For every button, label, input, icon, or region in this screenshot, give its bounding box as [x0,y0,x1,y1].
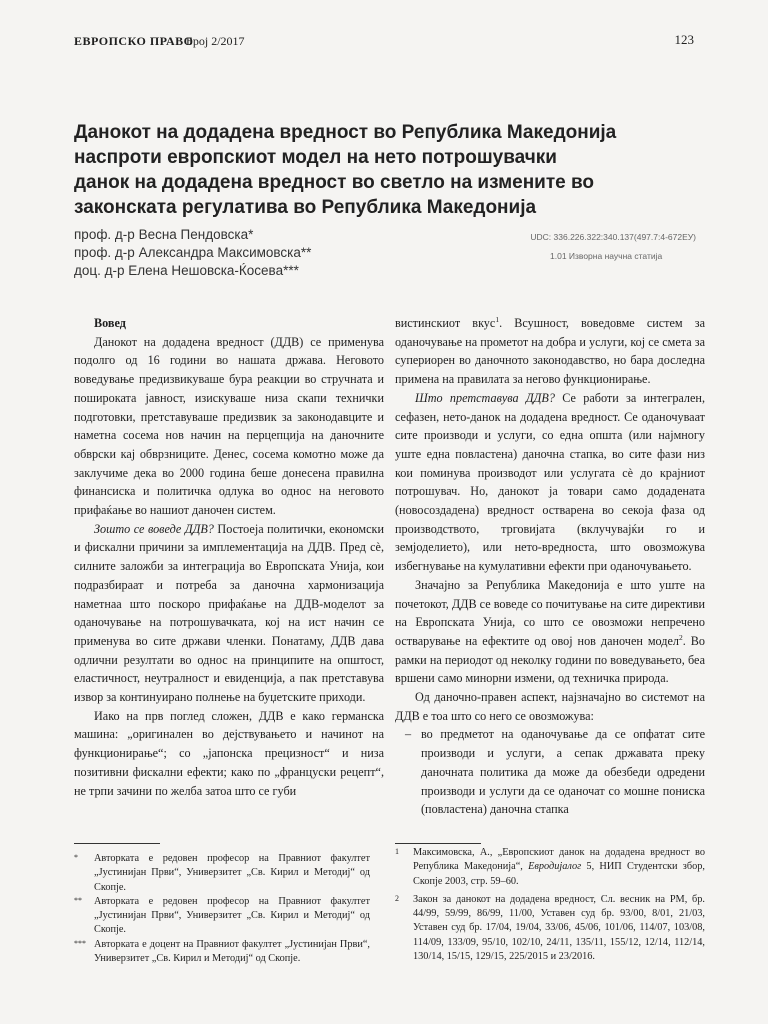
paragraph: Иако на прв поглед сложен, ДДВ е како германска машина: „оригинален во дејствувањето и начинот на функционирање“; со „јапонска прецизност“ и низа позитивни фискални ефекти; како по „француски рецепт“, не трпи зачини по желба затоа што се губи [74,708,384,798]
paragraph-lead: Зошто се воведе ДДВ? [94,521,214,536]
paragraph [395,314,705,389]
footnote [74,938,370,967]
paragraph: Од даночно-правен аспект, најзначајно во системот на ДДВ е тоа што со него се овозможува: [395,690,705,723]
paragraph: Данокот на додадена вредност (ДДВ) се применува подолго од 16 години во нашата држава. Неговото воведување предизвикуваше бура реакции во стручната и пошироката јавност, изискуваше низа скапи технички подготовки, претставуваше предизвик за законодавците и наметна сосема нов начин на перцепција на даночните обврски кај обврзниците. Денес, сосема комотно може да заклучиме дека во 2000 година беше донесена правилна финансиска и политичка одлука во однос на неговото прифаќање во нашиот даночен систем. [74,334,384,518]
page-number: 123 [674,32,694,47]
title-line: наспроти европскиот модел на нето потрошувачки [74,147,557,168]
footnote-divider [395,843,481,844]
footnote-text: Авторката е редовен професор на Правниот факултет „Јустинијан Први“, Универзитет „Св. Кирил и Методиј“ од Скопје. [94,853,370,893]
paragraph-text: . Всушност, воведовме систем за оданочување на прометот на добра и услуги, кој се смета за супериорен во даночното законодавство, но бара доследна примена на правилата за негово функционирање. [395,316,705,387]
paragraph [395,576,705,688]
footnote-mark: *** [74,938,86,948]
author-list [74,226,434,280]
author: проф. д-р Весна Пендовска* [74,227,254,242]
article-title [74,120,634,220]
footnote [395,846,705,889]
footnote-mark: ** [74,895,82,905]
footnote-divider [74,843,160,844]
footnotes-left [74,852,370,966]
paragraph-text: . Во рамки на периодот од неколку години по воведувањето, беа вршени само минорни измени, од техничка природа. [395,633,705,686]
footnote-ref: 2 [679,632,683,642]
list-item: – во предметот на оданочување да се опфатат сите производи и услуги, а сепак државата преку даночната политика да може да обезбеди одредени производи и услуги да се оданочат со мошне пониска (повластена) даночна стапка [395,725,705,819]
journal-italic: Евродијалог [528,861,582,873]
paragraph [395,389,705,576]
paragraph-text: Значајно за Република Македонија е што уште на почетокот, ДДВ се воведе со почитување на сите директиви на Европската Унија, со што се овозможи непречено остварување на ефектите од овој нов даночен модел [395,577,705,648]
footnote-mark: * [74,853,78,862]
footnote-text-part: 5, НИП Студентски збор, Скопје 2003, стр. 59–60. [413,861,705,887]
section-title: Вовед [94,316,126,330]
paragraph-text: вистинскиот вкус [395,316,496,330]
footnote-ref: 1 [495,314,500,324]
footnote-mark: 2 [395,893,399,903]
footnote-text: Закон за данокот на додадена вредност, Сл. весник на РМ, бр. 44/99, 59/99, 86/99, 11/00, Устaвен суд бр. 93/00, 8/01, 21/03, Устaвен суд бр. 17/04, 19/04, 33/06, 45/06, 101/06, 114/07, 103/08, 114/09, 133/09, 95/10, 102/10, 24/11, 135/11, 155/12, 12/14, 112/14, 130/14, 15/15, 129/15, 225/2015 и 23/2016. [413,893,705,963]
udc-code: UDC: 336.226.322:340.137(497.7:4-672ЕУ) [530,232,696,242]
footnote [74,852,370,895]
title-line: данок на додадена вредност во светло на измените во [74,172,595,193]
article-category: 1.01 Изворна научна статија [550,251,663,261]
footnote-text [413,846,705,889]
left-column [74,314,384,800]
paragraph [74,520,384,707]
journal-name: ЕВРОПСКО ПРАВО [74,34,194,48]
issue-number: Број 2/2017 [186,34,245,48]
footnotes-right [395,846,705,964]
footnote-mark: 1 [395,847,399,856]
footnote-text-part: Максимовска, А., „Европскиот данок на додадена вредност во Република Македонија“, [413,847,705,873]
author: доц. д-р Елена Нешовска-Ќосева*** [74,263,299,278]
paragraph-text: Се работи за интегрален, сефазен, нето-данок на додадена вредност. Се оданочуваат сите производи и услуги, со една општа (или најмногу уште една повластена) даночна стапка, во сите фази низ кои поминува производот или услугата сè до крајниот потрошувач. Но, данокот ја товари само додадената (новосоздадена) вредност остварена во секоја фаза од производството, трговијата (вклучувајќи го и земјоделието), или нето-вредноста, што овозможува избегнување на кумулативни ефекти при оданочувањето. [395,390,705,574]
footnote-text: Авторката е редовен професор на Правниот факултет „Јустинијан Први“, Универзитет „Св. Кирил и Методиј“ од Скопје. [94,895,370,936]
title-line: законската регулатива во Република Македонија [74,197,537,218]
author: проф. д-р Александра Максимовска** [74,245,312,260]
footnote [74,895,370,938]
paragraph-text: Постоеја политички, економски и фискални причини за имплементација на ДДВ. Пред сè, силните заложби за интеграција во Европската Унија, кои подразбираат и потреба за даночна хармонизација наметнаа што поскоро прифаќање на ДДВ-моделот за оданочување на потрошувачката, кој на ист начин се применува во сите држави членки. Понатаму, ДДВ дава одлични резултати во однос на принципите на општост, еластичност, неутралност и евиденција, а пак претставува извор за континуирано полнење на буџетските приходи. [74,521,384,705]
paragraph-lead: Што претставува ДДВ? [415,390,555,405]
title-line: Данокот на додадена вредност во Република Македонија [74,122,617,143]
footnote-text: Авторката е доцент на Правниот факултет „Јустинијан Први“, Универзитет „Св. Кирил и Методиј“ од Скопје. [94,938,370,965]
running-header [74,34,694,54]
footnote [395,893,705,964]
right-column [395,314,705,819]
bullet-list [395,725,705,819]
